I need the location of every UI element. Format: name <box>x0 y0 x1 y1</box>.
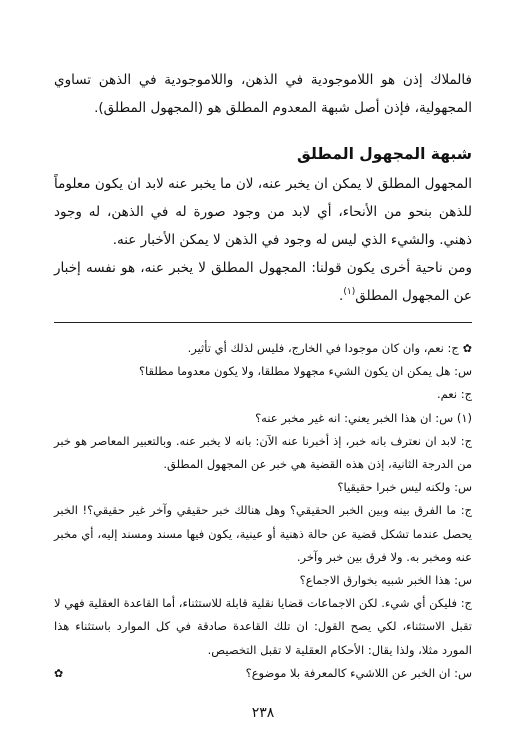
body-paragraph-1: المجهول المطلق لا يمكن ان يخبر عنه، لان ما يخبر عنه لابد ان يكون معلوماً للذهن بنحو من الأنحاء، أي لابد من وجود صورة له في الذهن، له وجود ذهني. والشيء الذي ليس له وجود في الذهن لا يمكن الأخبار عنه. <box>54 176 472 248</box>
footnote-text: س: ان الخبر عن اللاشيء كالمعرفة بلا موضوع؟ <box>245 665 472 680</box>
footnote-text: ج: نعم، وان كان موجودا في الخارج، فليس لذلك أي تأثير. <box>187 341 459 355</box>
footnote-line: ج: ما الفرق بينه وبين الخبر الحقيقي؟ وهل هنالك خبر حقيقي وآخر غير حقيقي؟! الخبر يحصل عندما تشكل قضية عن حالة ذهنية أو عينية، يكون فيها مسند ومسند إليه، أي مخبر عنه ومخبر به. ولا فرق بين خبر وآخر. <box>54 503 472 564</box>
intro-paragraph: فالملاك إذن هو اللاموجودية في الذهن، واللاموجودية في الذهن تساوي المجهولية، فإذن أصل شبهة المعدوم المطلق هو (المجهول المطلق). <box>54 72 472 116</box>
footnote-separator <box>54 322 472 323</box>
footnote-line: س: هذا الخبر شبيه بخوارق الاجماع؟ <box>299 573 472 588</box>
flower-ornament-icon: ✿ <box>462 342 472 355</box>
footnote-line <box>54 337 472 360</box>
body-paragraph-2-end: . <box>339 288 344 304</box>
footnote-line: س: هل يمكن ان يكون الشيء مجهولا مطلقا، ولا يكون معدوما مطلقا؟ <box>138 364 472 379</box>
body-paragraph-2 <box>54 254 472 312</box>
footnote-line: س: ولكنه ليس خبرا حقيقيا؟ <box>337 480 472 495</box>
footnote-line: ج: لابد ان نعترف بانه خبر، إذ أخبرنا عنه الآن: بانه لا يخبر عنه. وبالتعبير المعاصر هو خبر من الدرجة الثانية، إذن هذه القضية هي خبر عن المجهول المطلق. <box>54 433 472 472</box>
footnote-line: ج: فليكن أي شيء. لكن الاجماعات قضايا نقلية قابلة للاستثناء، أما القاعدة العقلية فهي لا تقبل الاستثناء، لكي يصح القول: ان تلك القاعدة صادقة في كل الموارد باستثناء هذا المورد مثلا، ولذا يقال: الأحكام العقلية لا تقبل التخصيص. <box>54 596 472 657</box>
footnotes <box>54 337 472 685</box>
footnote-line: (١) س: ان هذا الخبر يعني: انه غير مخبر عنه؟ <box>255 410 472 425</box>
page-number: ٢٣٨ <box>251 705 275 721</box>
main-text <box>54 66 472 312</box>
footnote-reference[interactable]: (١) <box>343 287 356 297</box>
footnote-line-last <box>54 662 472 685</box>
flower-ornament-end-icon: ✿ <box>54 666 64 680</box>
footnote-line: ج: نعم. <box>436 387 472 402</box>
section-heading: شبهة المجهول المطلق <box>296 145 472 163</box>
body-paragraph-2-text: ومن ناحية أخرى يكون قولنا: المجهول المطلق لا يخبر عنه، هو نفسه إخبار عن المجهول المطلق <box>54 260 472 304</box>
